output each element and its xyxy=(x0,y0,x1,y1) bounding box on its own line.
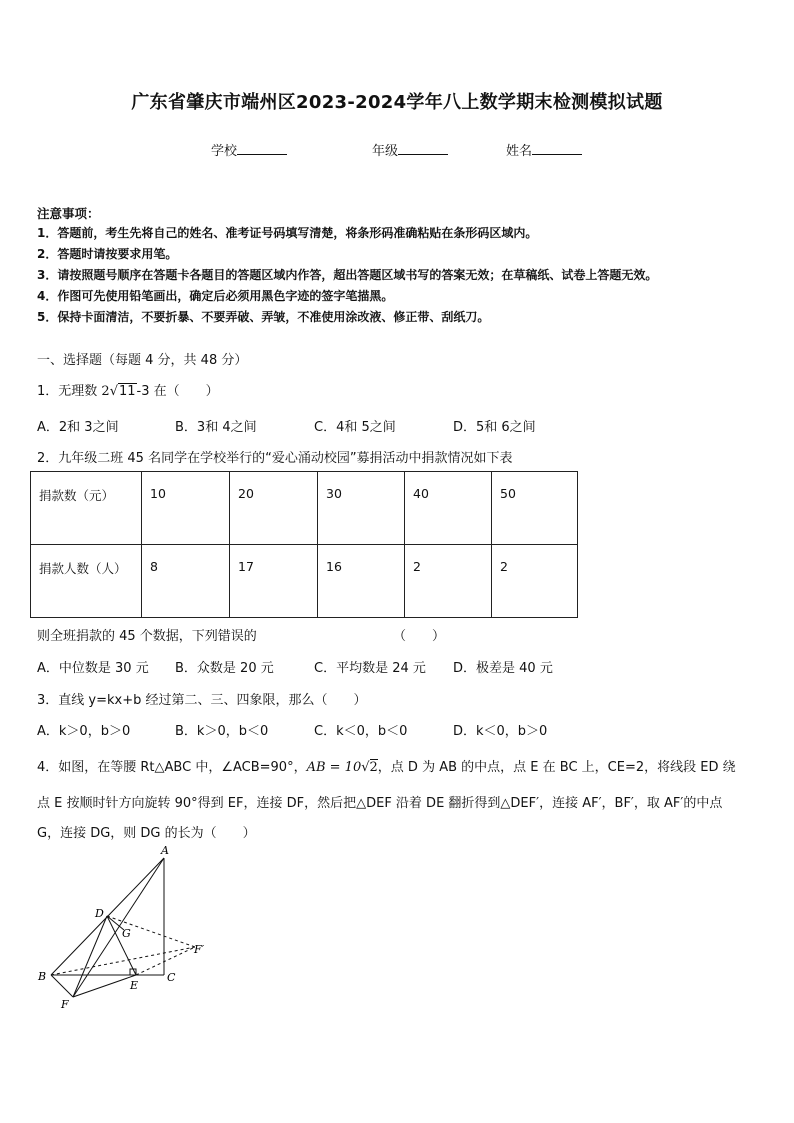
question-4-line-3: G，连接 DG，则 DG 的长为（ ） xyxy=(37,826,256,841)
school-label: 学校 xyxy=(211,144,238,159)
q2-option-c[interactable]: C．平均数是 24 元 xyxy=(314,661,426,676)
q2-option-d[interactable]: D．极差是 40 元 xyxy=(453,661,553,676)
label-f-prime: F′ xyxy=(194,943,205,956)
table-cell: 2 xyxy=(405,545,492,618)
note-item: 2．答题时请按要求用笔。 xyxy=(37,247,178,261)
note-item: 4．作图可先使用铅笔画出，确定后必须用黑色字迹的签字笔描黑。 xyxy=(37,289,394,303)
question-1 xyxy=(37,380,219,399)
label-a: A xyxy=(161,844,169,857)
question-4-line-2: 点 E 按顺时针方向旋转 90°得到 EF，连接 DF，然后把△DEF 沿着 DE 翻折得到△DEF′，连接 AF′，BF′，取 AF′的中点 xyxy=(37,796,723,811)
q3-option-a[interactable]: A．k＞0，b＞0 xyxy=(37,724,131,739)
q1-option-b[interactable]: B．3和 4之间 xyxy=(175,420,257,435)
q1-suffix: -3 在（ ） xyxy=(136,384,219,399)
q4-ab-eq: AB = 10 xyxy=(306,760,362,775)
label-g: G xyxy=(122,927,131,940)
q3-option-c[interactable]: C．k＜0，b＜0 xyxy=(314,724,408,739)
q1-coef: 2 xyxy=(101,384,110,399)
table-cell: 捐款人数（人） xyxy=(31,545,142,618)
q3-option-b[interactable]: B．k＞0，b＜0 xyxy=(175,724,269,739)
question-2: 2．九年级二班 45 名同学在学校举行的“爱心涌动校园”募捐活动中捐款情况如下表 xyxy=(37,451,513,466)
table-cell: 10 xyxy=(142,472,230,545)
name-blank[interactable] xyxy=(532,142,582,155)
segment-bf xyxy=(51,975,73,997)
grade-blank[interactable] xyxy=(398,142,448,155)
q2-option-b[interactable]: B．众数是 20 元 xyxy=(175,661,274,676)
note-item: 3．请按照题号顺序在答题卡各题目的答题区域内作答，超出答题区域书写的答案无效；在草稿纸、试卷上答题无效。 xyxy=(37,268,658,282)
name-label: 姓名 xyxy=(506,144,533,159)
table-cell: 捐款数（元） xyxy=(31,472,142,545)
q4-text-a: 4．如图，在等腰 Rt△ABC 中，∠ACB=90°， xyxy=(37,760,307,775)
label-c: C xyxy=(167,971,176,984)
label-d: D xyxy=(95,907,104,920)
q2-answer-paren: （ ） xyxy=(393,629,446,644)
q2-option-a[interactable]: A．中位数是 30 元 xyxy=(37,661,149,676)
name-field xyxy=(506,140,582,159)
segment-af xyxy=(73,858,164,997)
table-cell: 16 xyxy=(318,545,405,618)
school-blank[interactable] xyxy=(237,142,287,155)
grade-label: 年级 xyxy=(372,144,399,159)
label-b: B xyxy=(38,970,47,983)
q4-text-b: ，点 D 为 AB 的中点，点 E 在 BC 上，CE=2，将线段 ED 绕 xyxy=(377,760,736,775)
table-cell: 40 xyxy=(405,472,492,545)
table-row xyxy=(31,545,578,618)
table-cell: 50 xyxy=(492,472,578,545)
section-heading: 一、选择题（每题 4 分，共 48 分） xyxy=(37,353,248,368)
label-e: E xyxy=(130,979,139,992)
table-cell: 8 xyxy=(142,545,230,618)
q4-ab-radicand: 2 xyxy=(369,760,378,775)
q1-prefix: 1．无理数 xyxy=(37,384,98,399)
page-title: 广东省肇庆市端州区2023-2024学年八上数学期末检测模拟试题 xyxy=(131,92,663,113)
table-cell: 17 xyxy=(230,545,318,618)
grade-field xyxy=(372,140,448,159)
segment-fe xyxy=(73,975,139,997)
label-f: F xyxy=(61,998,69,1011)
question-3: 3．直线 y=kx+b 经过第二、三、四象限，那么（ ） xyxy=(37,693,367,708)
school-field xyxy=(211,140,287,159)
sqrt-sign: √ xyxy=(109,384,118,399)
table-cell: 30 xyxy=(318,472,405,545)
donation-table xyxy=(30,471,578,618)
q1-radicand: 11 xyxy=(119,384,136,399)
segment-df xyxy=(73,916,107,997)
table-row xyxy=(31,472,578,545)
q3-option-d[interactable]: D．k＜0，b＞0 xyxy=(453,724,548,739)
table-cell: 2 xyxy=(492,545,578,618)
notes-heading: 注意事项： xyxy=(37,206,100,221)
table-cell: 20 xyxy=(230,472,318,545)
segment-ef-prime xyxy=(136,947,195,975)
note-item: 5．保持卡面清洁，不要折暴、不要弄破、弄皱，不准使用涂改液、修正带、刮纸刀。 xyxy=(37,310,490,324)
q1-option-c[interactable]: C．4和 5之间 xyxy=(314,420,396,435)
note-item: 1．答题前，考生先将自己的姓名、准考证号码填写清楚，将条形码准确粘贴在条形码区域内。 xyxy=(37,226,538,240)
q1-option-a[interactable]: A．2和 3之间 xyxy=(37,420,119,435)
q1-option-d[interactable]: D．5和 6之间 xyxy=(453,420,536,435)
question-4-line-1 xyxy=(37,756,736,775)
geometry-figure xyxy=(30,840,220,1015)
sqrt-sign: √ xyxy=(361,760,370,775)
q2-after-text: 则全班捐款的 45 个数据，下列错误的 xyxy=(37,629,257,644)
